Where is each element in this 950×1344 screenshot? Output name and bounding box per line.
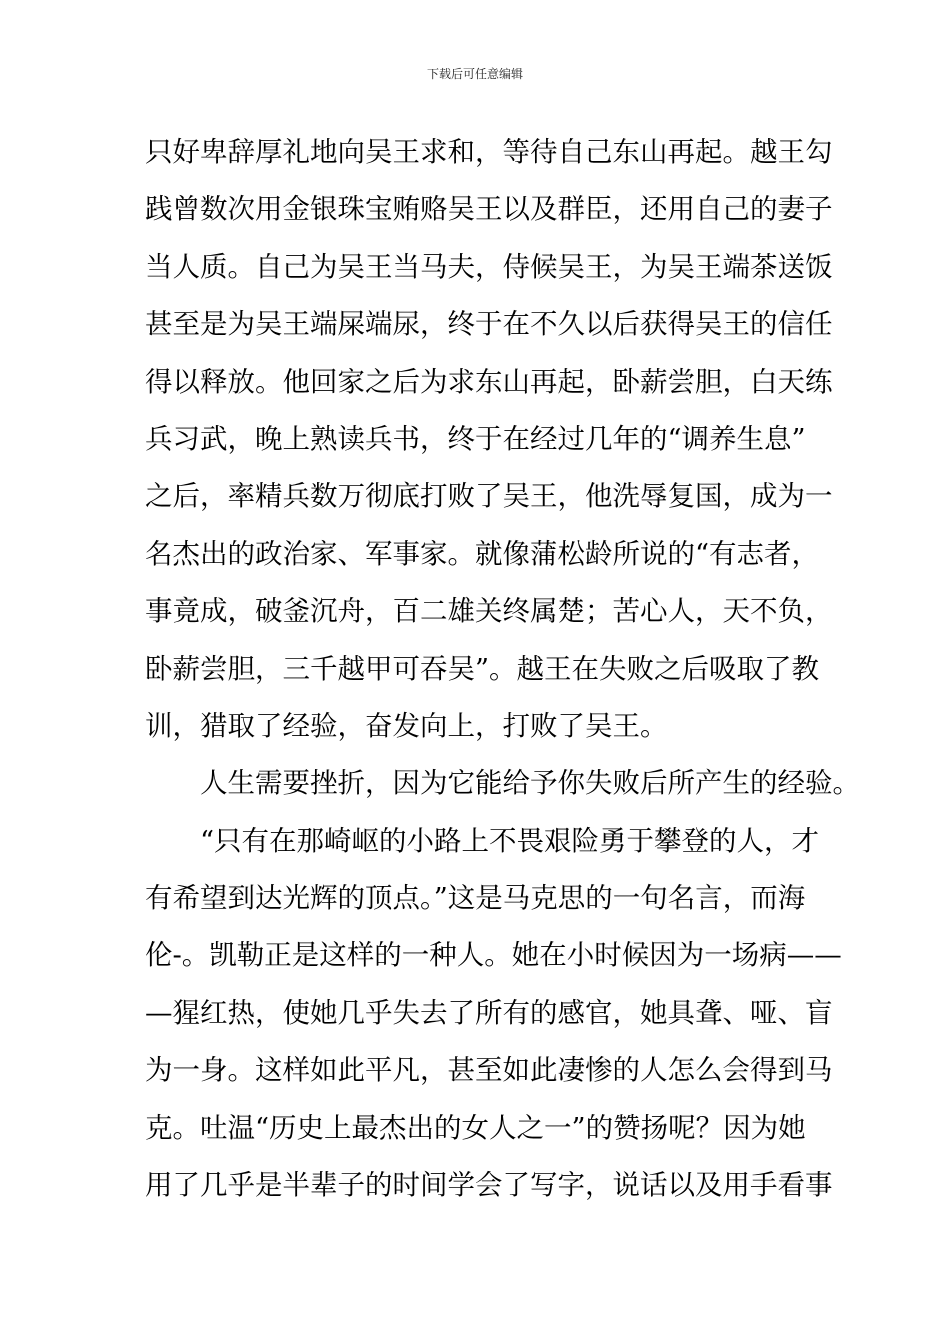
text-line: 为一身。这样如此平凡，甚至如此凄惨的人怎么会得到马: [145, 1054, 833, 1087]
text-line: 甚至是为吴王端屎端尿，终于在不久以后获得吴王的信任: [145, 308, 833, 341]
text-line: 当人质。自己为吴王当马夫，侍候吴王，为吴王端茶送饭: [145, 250, 833, 283]
text-line: 得以释放。他回家之后为求东山再起，卧薪尝胆，白天练: [145, 365, 833, 398]
text-line: 事竟成，破釜沉舟，百二雄关终属楚；苦心人，天不负，: [145, 595, 833, 628]
text-line: 克。吐温“历史上最杰出的女人之一”的赞扬呢？因为她: [145, 1111, 806, 1144]
text-line: 用了几乎是半辈子的时间学会了写字，说话以及用手看事: [145, 1169, 833, 1202]
paragraph-first-line: “只有在那崎岖的小路上不畏艰险勇于攀登的人，才: [200, 824, 820, 857]
text-line: 有希望到达光辉的顶点。”这是马克思的一句名言，而海: [145, 882, 806, 915]
text-line: 训，猎取了经验，奋发向上，打败了吴王。: [145, 709, 668, 742]
document-body: [145, 124, 860, 1214]
text-line: 之后，率精兵数万彻底打败了吴王，他洗辱复国，成为一: [145, 480, 833, 513]
text-line: —猩红热，使她几乎失去了所有的感官，她具聋、哑、盲: [145, 996, 833, 1029]
text-line: 名杰出的政治家、军事家。就像蒲松龄所说的“有志者，: [145, 537, 820, 570]
text-line: 只好卑辞厚礼地向吴王求和，等待自己东山再起。越王勾: [145, 136, 833, 168]
page-header: 下载后可任意编辑: [426, 67, 523, 81]
text-line: 践曾数次用金银珠宝贿赂吴王以及群臣，还用自己的妻子: [145, 193, 833, 226]
text-line: 伦-。凯勒正是这样的一种人。她在小时候因为一场病——: [145, 939, 842, 972]
text-line: 卧薪尝胆，三千越甲可吞吴”。越王在失败之后吸取了教: [145, 652, 820, 685]
text-line: 兵习武，晚上熟读兵书，终于在经过几年的“调养生息”: [145, 422, 806, 455]
paragraph-first-line: 人生需要挫折，因为它能给予你失败后所产生的经验。: [200, 767, 860, 800]
